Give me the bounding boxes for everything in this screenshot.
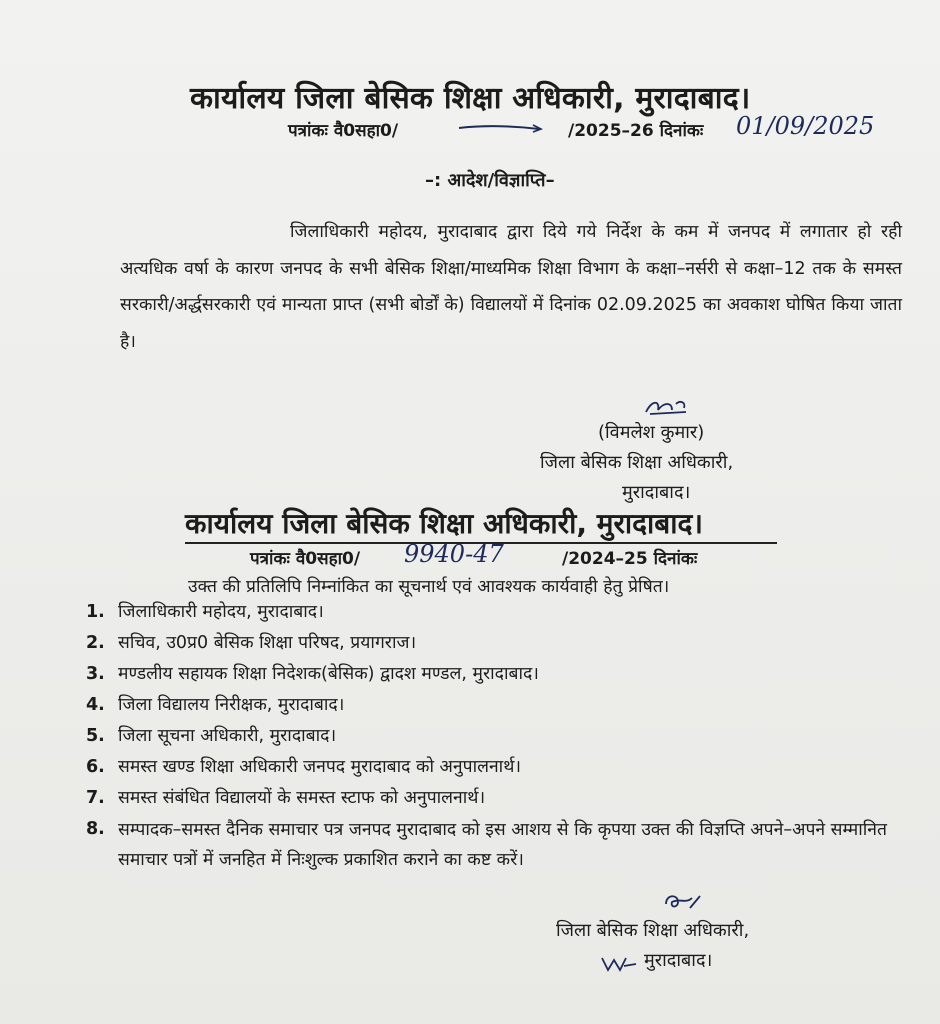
session-date-label-copy: /2024–25 दिनांकः	[562, 549, 698, 569]
signature-block-2	[556, 916, 749, 976]
handwritten-letter-number: 9940-47	[404, 540, 504, 568]
list-item: 5. जिला सूचना अधिकारी, मुरादाबाद।	[86, 726, 337, 746]
signatory-place-2: मुरादाबाद।	[644, 950, 713, 971]
signature-mark-2	[660, 890, 706, 918]
handwritten-dash	[455, 120, 545, 136]
list-item: 4. जिला विद्यालय निरीक्षक, मुरादाबाद।	[86, 695, 345, 715]
letter-number-label-copy: पत्रांकः वै0सहा0/	[250, 549, 361, 569]
signatory-name: (विमलेश कुमार)	[598, 422, 705, 443]
signature-block	[540, 418, 733, 508]
session-date-label: /2025–26 दिनांकः	[568, 121, 704, 141]
office-title: कार्यालय जिला बेसिक शिक्षा अधिकारी, मुरादाबाद।	[190, 81, 751, 116]
list-item: 1. जिलाधिकारी महोदय, मुरादाबाद।	[86, 602, 324, 622]
handwritten-date: 01/09/2025	[736, 112, 875, 140]
office-title-copy: कार्यालय जिला बेसिक शिक्षा अधिकारी, मुरादाबाद।	[185, 507, 704, 540]
signatory-place: मुरादाबाद।	[622, 482, 691, 503]
letter-number-label: पत्रांकः वै0सहा0/	[288, 121, 399, 141]
order-body: जिलाधिकारी महोदय, मुरादाबाद द्वारा दिये गये निर्देश के कम में जनपद में लगातार हो रही अत्यधिक वर्षा के कारण जनपद के सभी बेसिक शिक्षा/माध्यमिक शिक्षा विभाग के कक्षा–नर्सरी से कक्षा–12 तक के समस्त सरकारी/अर्द्धसरकारी एवं मान्यता प्राप्त (सभी बोर्डों के) विद्यालयों में दिनांक 02.09.2025 का अवकाश घोषित किया जाता है।	[120, 222, 902, 352]
copy-intro: उक्त की प्रतिलिपि निम्नांकित का सूचनार्थ एवं आवश्यक कार्यवाही हेतु प्रेषित।	[188, 577, 670, 597]
list-item: 8. सम्पादक–समस्त दैनिक समाचार पत्र जनपद मुरादाबाद को इस आशय से कि कृपया उक्त की विज्ञप्ति अपने–अपने सम्मानित समाचार पत्रों में जनहित में निःशुल्क प्रकाशित कराने का कष्ट करें।	[86, 819, 887, 870]
signatory-designation-2: जिला बेसिक शिक्षा अधिकारी,	[556, 920, 750, 941]
distribution-list	[86, 598, 906, 878]
list-item: 2. सचिव, उ0प्र0 बेसिक शिक्षा परिषद, प्रयागराज।	[86, 633, 417, 653]
list-item: 7. समस्त संबंधित विद्यालयों के समस्त स्टाफ को अनुपालनार्थ।	[86, 788, 486, 808]
order-heading: –: आदेश/विज्ञाप्ति–	[425, 170, 555, 191]
list-item: 6. समस्त खण्ड शिक्षा अधिकारी जनपद मुरादाबाद को अनुपालनार्थ।	[86, 757, 522, 777]
list-item: 3. मण्डलीय सहायक शिक्षा निदेशक(बेसिक) द्वादश मण्डल, मुरादाबाद।	[86, 664, 539, 684]
signatory-designation: जिला बेसिक शिक्षा अधिकारी,	[540, 452, 734, 473]
